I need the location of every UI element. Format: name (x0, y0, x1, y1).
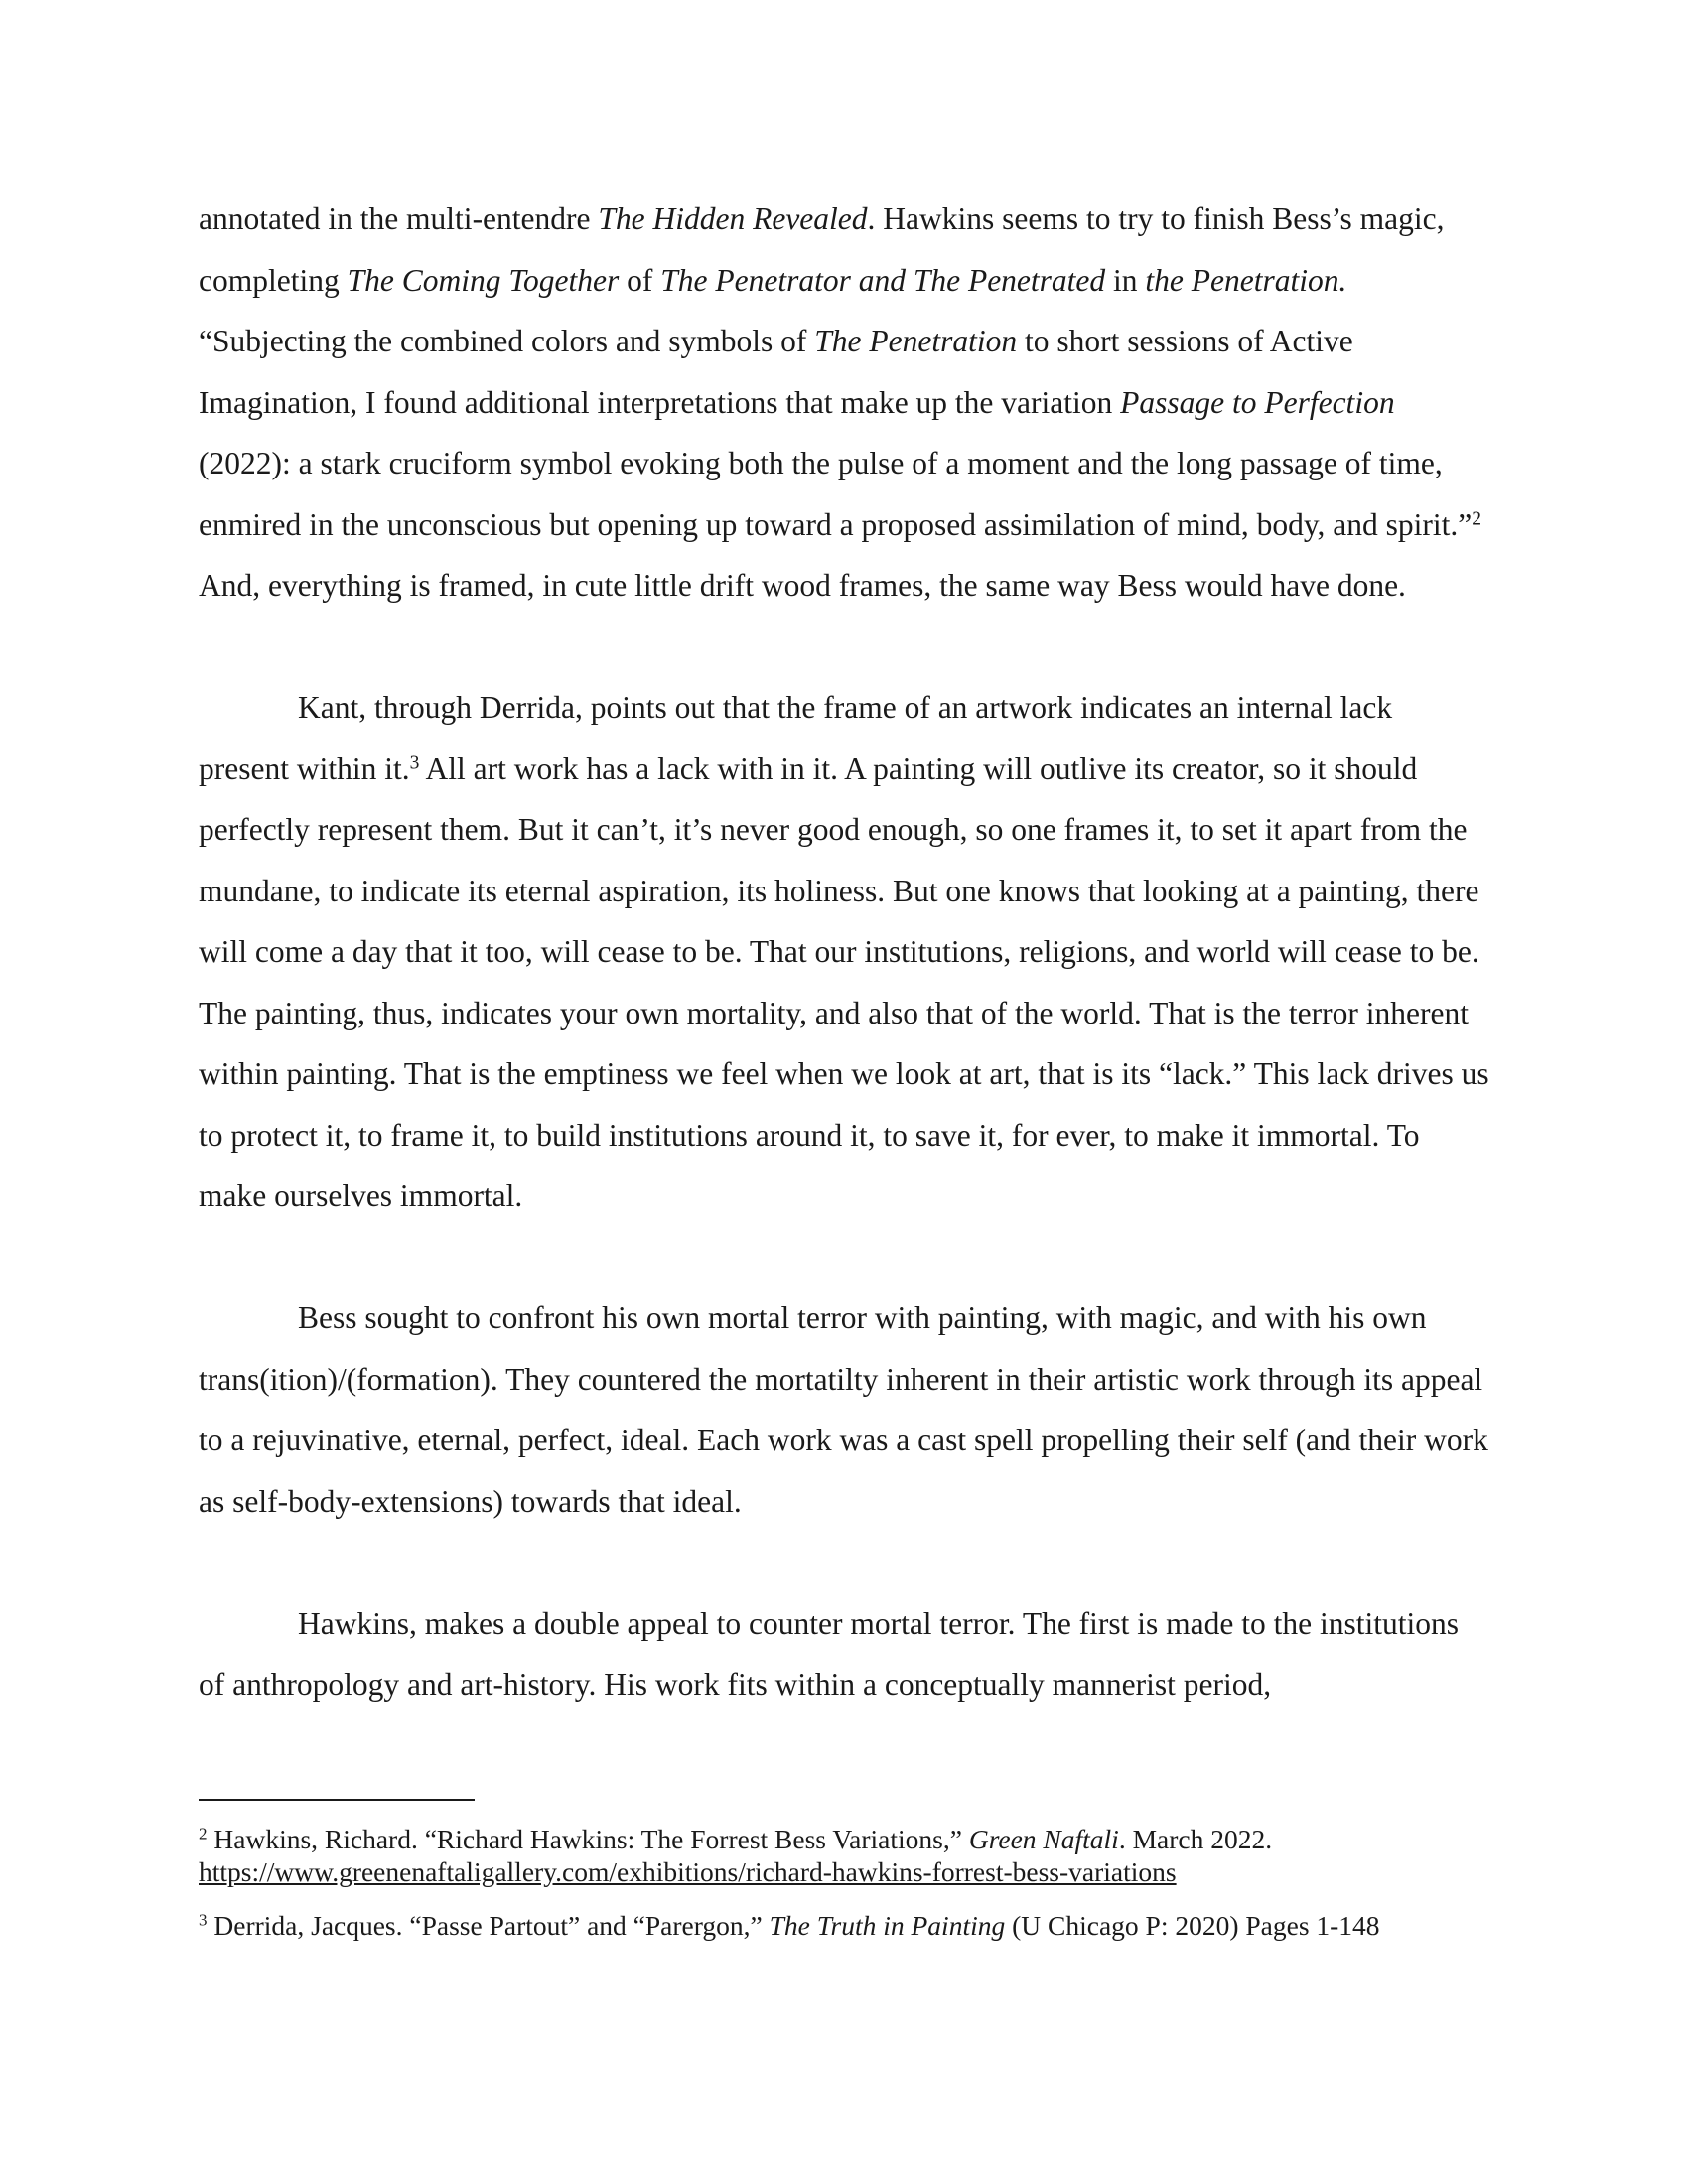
text-run: And, everything is framed, in cute little drift wood frames, the same way Bess would have done. (199, 568, 1406, 603)
footnote-link[interactable]: https://www.greenenaftaligallery.com/exhibitions/richard-hawkins-forrest-bess-variations (199, 1856, 1177, 1887)
text-run: . March 2022. (1118, 1824, 1273, 1854)
text-run: Bess sought to confront his own mortal terror with painting, with magic, and with his own trans(ition)/(formation). They countered the mortatilty inherent in their artistic work through its appeal to a rejuvinative, eternal, perfect, ideal. Each work was a cast spell propelling their self (and their work as self-body-extensions) towards that ideal. (199, 1300, 1488, 1519)
text-run: Hawkins, makes a double appeal to counter mortal terror. The first is made to the institutions of anthropology and art-history. His work fits within a conceptually mannerist period, (199, 1605, 1460, 1702)
text-run: Derrida, Jacques. “Passe Partout” and “Parergon,” (207, 1910, 770, 1941)
text-run: . Hawkins seems to try to finish Bess’s magic, completing (199, 202, 1445, 298)
text-run: “Subjecting the combined colors and symbols of (199, 324, 815, 358)
paragraph-3 (199, 1288, 1489, 1532)
footnote-ref-3[interactable]: 3 (409, 751, 420, 773)
artwork-title: The Penetrator and The Penetrated (660, 262, 1106, 298)
text-run: in (1105, 262, 1146, 298)
text-run: to short sessions of Active Imagination, I found additional interpretations that make up the variation (199, 324, 1353, 420)
artwork-title: the Penetration. (1145, 262, 1347, 298)
text-run: of (619, 262, 661, 298)
footnote-number: 2 (199, 1824, 208, 1843)
artwork-title: The Coming Together (347, 262, 620, 298)
text-run: Kant, through Derrida, points out that the frame of an artwork indicates an internal lack present within it. (199, 690, 1393, 786)
text-run: (U Chicago P: 2020) Pages 1-148 (1005, 1910, 1380, 1941)
text-run: annotated in the multi-entendre (199, 202, 599, 236)
footnotes (199, 1823, 1489, 1942)
text-run: (2022): a stark cruciform symbol evoking both the pulse of a moment and the long passage of time, enmired in the unconscious but opening up toward a proposed assimilation of mind, body, and spirit.” (199, 446, 1473, 542)
text-run: Hawkins, Richard. “Richard Hawkins: The Forrest Bess Variations,” (207, 1824, 969, 1854)
footnote-ref-2[interactable]: 2 (1472, 507, 1482, 529)
artwork-title: Passage to Perfection (1120, 384, 1395, 420)
paragraph-4 (199, 1593, 1489, 1715)
artwork-title: The Hidden Revealed (598, 202, 868, 236)
publication-title: The Truth in Painting (769, 1910, 1006, 1941)
body-text (199, 189, 1489, 1715)
footnote-3 (199, 1909, 1489, 1942)
paragraph-1 (199, 189, 1489, 616)
footnote-number: 3 (199, 1910, 208, 1930)
paragraph-2 (199, 677, 1489, 1227)
text-run: All art work has a lack with in it. A painting will outlive its creator, so it should perfectly represent them. But it can’t, it’s never good enough, so one frames it, to set it apart from the mundane, to indicate its eternal aspiration, its holiness. But one knows that looking at a painting, there will come a day that it too, will cease to be. That our institutions, religions, and world will cease to be. The painting, thus, indicates your own mortality, and also that of the world. That is the terror inherent within painting. That is the emptiness we feel when we look at art, that is its “lack.” This lack drives us to protect it, to frame it, to build institutions around it, to save it, for ever, to make it immortal. To make ourselves immortal. (199, 751, 1489, 1213)
footnote-2 (199, 1823, 1489, 1888)
artwork-title: The Penetration (814, 324, 1018, 358)
footnote-separator (199, 1799, 475, 1801)
publication-title: Green Naftali (968, 1824, 1119, 1854)
